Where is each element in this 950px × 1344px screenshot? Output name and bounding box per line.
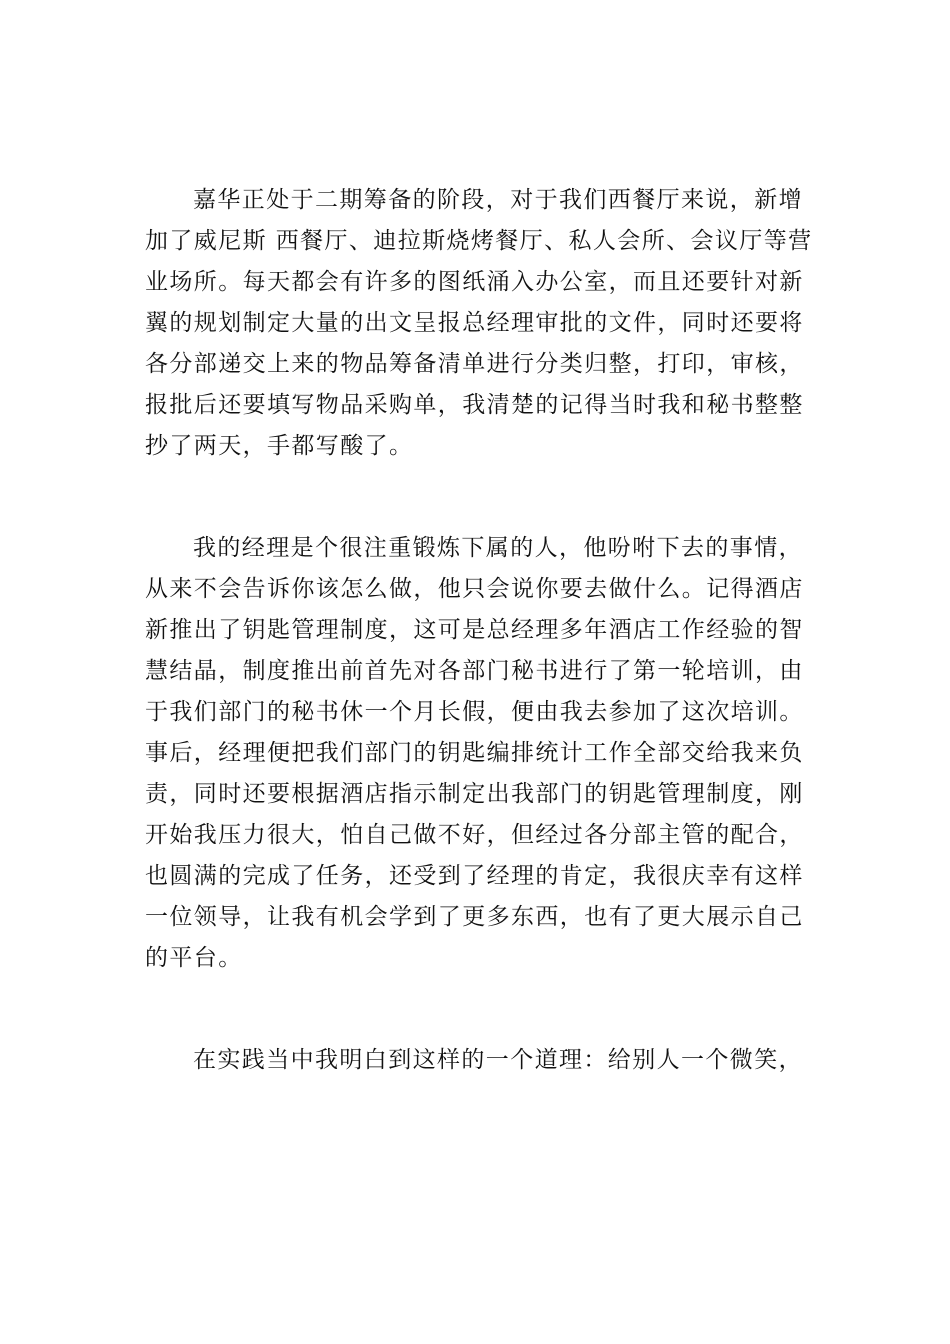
paragraph-line: 责，同时还要根据酒店指示制定出我部门的钥匙管理制度，刚 — [145, 781, 804, 807]
paragraph-1 — [145, 180, 813, 467]
paragraph-line: 我的经理是个很注重锻炼下属的人，他吩咐下去的事情， — [193, 535, 803, 561]
paragraph-line: 报批后还要填写物品采购单，我清楚的记得当时我和秘书整整 — [145, 392, 804, 418]
paragraph-line: 慧结晶，制度推出前首先对各部门秘书进行了第一轮培训，由 — [145, 658, 804, 684]
paragraph-line: 业场所。每天都会有许多的图纸涌入办公室，而且还要针对新 — [145, 269, 804, 295]
paragraph-line: 嘉华正处于二期筹备的阶段，对于我们西餐厅来说，新增 — [193, 187, 803, 213]
paragraph-line: 在实践当中我明白到这样的一个道理：给别人一个微笑， — [193, 1047, 803, 1073]
paragraph-spacer — [145, 979, 807, 1040]
paragraph-line: 的平台。 — [145, 945, 243, 971]
paragraph-line: 开始我压力很大，怕自己做不好，但经过各分部主管的配合， — [145, 822, 804, 848]
paragraph-line: 新推出了钥匙管理制度，这可是总经理多年酒店工作经验的智 — [145, 617, 804, 643]
paragraph-line: 从来不会告诉你该怎么做，他只会说你要去做什么。记得酒店 — [145, 576, 804, 602]
paragraph-line: 抄了两天，手都写酸了。 — [145, 433, 414, 459]
paragraph-line: 事后，经理便把我们部门的钥匙编排统计工作全部交给我来负 — [145, 740, 804, 766]
document-body — [145, 180, 813, 1081]
paragraph-line: 也圆满的完成了任务，还受到了经理的肯定，我很庆幸有这样 — [145, 863, 804, 889]
paragraph-2 — [145, 528, 807, 979]
paragraph-line: 于我们部门的秘书休一个月长假，便由我去参加了这次培训。 — [145, 699, 804, 725]
paragraph-3 — [145, 1040, 807, 1081]
paragraph-line: 各分部递交上来的物品筹备清单进行分类归整，打印，审核， — [145, 351, 804, 377]
paragraph-spacer — [145, 467, 807, 528]
paragraph-line: 加了威尼斯 西餐厅、迪拉斯烧烤餐厅、私人会所、会议厅等营 — [145, 228, 813, 254]
paragraph-line: 一位领导，让我有机会学到了更多东西，也有了更大展示自己 — [145, 904, 804, 930]
paragraph-line: 翼的规划制定大量的出文呈报总经理审批的文件，同时还要将 — [145, 310, 804, 336]
